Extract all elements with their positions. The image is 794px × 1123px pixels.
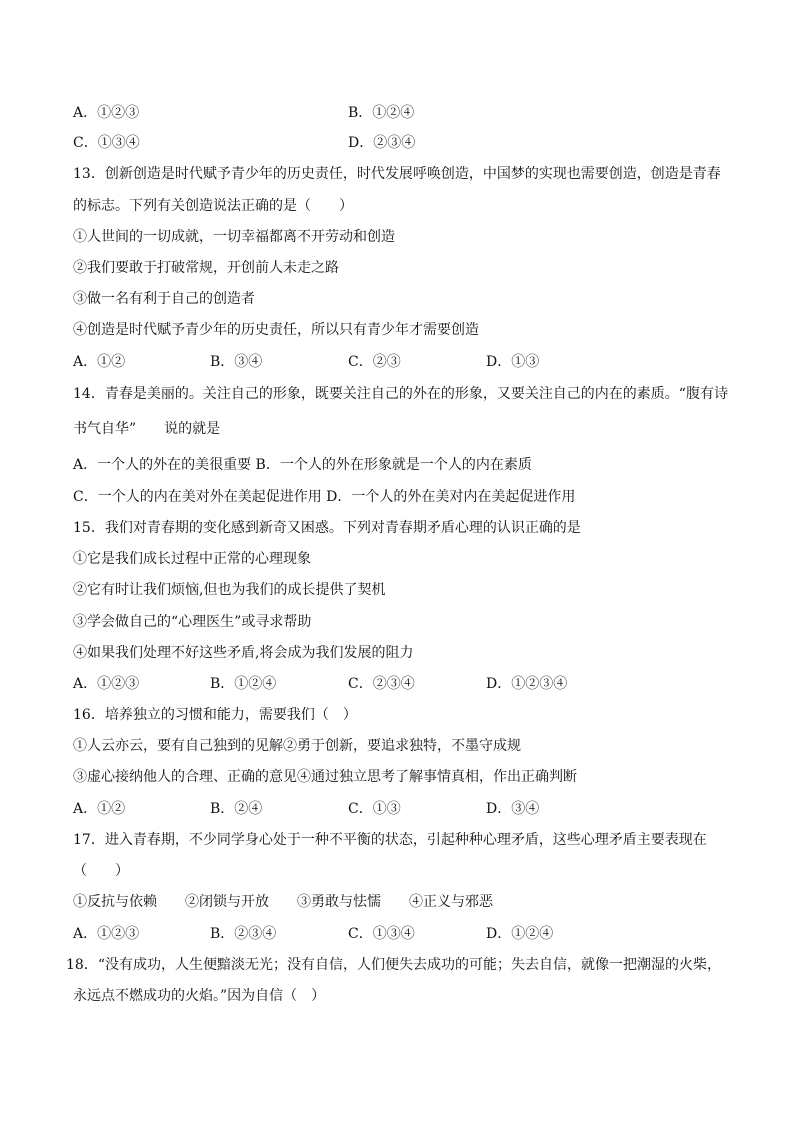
q13-option-b: B．③④ bbox=[210, 354, 263, 370]
q18-stem-line-2: 永远点不燃成功的火焰。”因为自信（ ） bbox=[73, 988, 326, 1004]
q13-item-1: ①人世间的一切成就，一切幸福都离不开劳动和创造 bbox=[73, 229, 395, 245]
q13-option-a: A．①② bbox=[73, 354, 126, 370]
q16-stem: 16．培养独立的习惯和能力，需要我们（ ） bbox=[73, 707, 357, 723]
q17-option-c: C．①③④ bbox=[348, 926, 415, 942]
q12-option-a: A．①②③ bbox=[73, 105, 140, 121]
q17-stem-line-1: 17．进入青春期，不少同学身心处于一种不平衡的状态，引起种种心理矛盾，这些心理矛盾主要表现在 bbox=[73, 832, 707, 848]
q14-stem-line-1: 14．青春是美丽的。关注自己的形象，既要关注自己的外在的形象，又要关注自己的内在的素质。“腹有诗 bbox=[73, 386, 728, 402]
q14-options-ab: A．一个人的外在的美很重要 B．一个人的外在形象就是一个人的内在素质 bbox=[73, 457, 532, 473]
q15-option-a: A．①②③ bbox=[73, 676, 140, 692]
q14-options-cd: C．一个人的内在美对外在美起促进作用 D．一个人的外在美对内在美起促进作用 bbox=[73, 489, 576, 505]
q13-item-2: ②我们要敢于打破常规，开创前人未走之路 bbox=[73, 260, 339, 276]
q17-option-b: B．②③④ bbox=[210, 926, 277, 942]
q15-option-c: C．②③④ bbox=[348, 676, 415, 692]
q16-option-b: B．②④ bbox=[210, 801, 263, 817]
q17-option-d: D．①②④ bbox=[486, 926, 554, 942]
q12-option-c: C．①③④ bbox=[73, 135, 140, 151]
q15-item-1: ①它是我们成长过程中正常的心理现象 bbox=[73, 551, 311, 567]
q17-option-a: A．①②③ bbox=[73, 926, 140, 942]
q15-item-2: ②它有时让我们烦恼,但也为我们的成长提供了契机 bbox=[73, 582, 386, 598]
q14-stem-line-2: 书气自华” 说的就是 bbox=[73, 421, 221, 437]
q16-option-d: D．③④ bbox=[486, 801, 540, 817]
q15-item-4: ④如果我们处理不好这些矛盾,将会成为我们发展的阻力 bbox=[73, 645, 414, 661]
q12-option-b: B．①②④ bbox=[348, 105, 415, 121]
q13-option-c: C．②③ bbox=[348, 354, 401, 370]
q13-option-d: D．①③ bbox=[486, 354, 540, 370]
q18-stem-line-1: 18．“没有成功，人生便黯淡无光；没有自信，人们便失去成功的可能；失去自信，就像一把潮湿的火柴， bbox=[66, 957, 721, 973]
q17-items: ①反抗与依赖 ②闭锁与开放 ③勇敢与怯懦 ④正义与邪恶 bbox=[73, 894, 493, 910]
q13-stem-line-1: 13．创新创造是时代赋予青少年的历史责任，时代发展呼唤创造，中国梦的实现也需要创造，创造是青春 bbox=[73, 166, 721, 182]
q16-option-c: C．①③ bbox=[348, 801, 401, 817]
q12-option-d: D．②③④ bbox=[348, 135, 416, 151]
q16-items-line-1: ①人云亦云，要有自己独到的见解②勇于创新，要追求独特，不墨守成规 bbox=[73, 738, 521, 754]
q13-item-3: ③做一名有利于自己的创造者 bbox=[73, 291, 255, 307]
q15-option-d: D．①②③④ bbox=[486, 676, 568, 692]
q15-stem: 15．我们对青春期的变化感到新奇又困惑。下列对青春期矛盾心理的认识正确的是 bbox=[73, 520, 581, 536]
q16-items-line-2: ③虚心接纳他人的合理、正确的意见④通过独立思考了解事情真相，作出正确判断 bbox=[73, 769, 577, 785]
q17-stem-line-2: （ ） bbox=[73, 863, 129, 879]
q16-option-a: A．①② bbox=[73, 801, 126, 817]
q13-item-4: ④创造是时代赋予青少年的历史责任，所以只有青少年才需要创造 bbox=[73, 322, 479, 338]
q15-option-b: B．①②④ bbox=[210, 676, 277, 692]
q15-item-3: ③学会做自己的“心理医生”或寻求帮助 bbox=[73, 614, 312, 630]
q13-stem-line-2: 的标志。下列有关创造说法正确的是（ ） bbox=[73, 198, 353, 214]
